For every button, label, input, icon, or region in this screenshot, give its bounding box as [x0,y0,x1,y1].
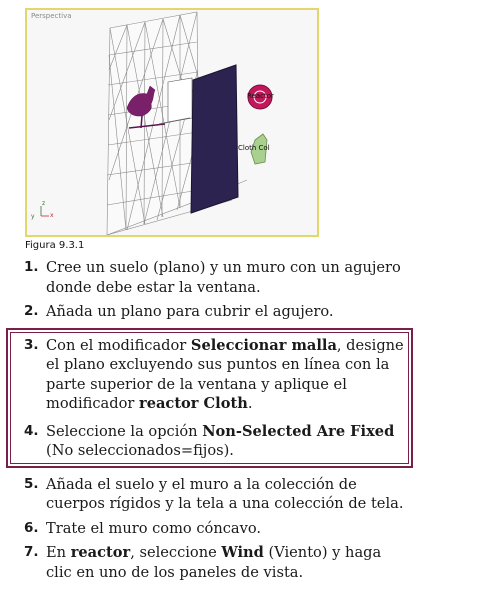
step-3 [24,336,404,414]
axis-y-label: y [31,213,35,220]
step-bold-1: Non-Selected Are Fixed [202,422,395,440]
figure-caption: Figura 9.3.1 [25,240,85,251]
step-text: En [46,544,71,561]
step-number: 1. [24,259,39,275]
step-bold-2: Wind [221,544,264,561]
step-7 [24,543,404,582]
step-text: Cree un suelo (plano) y un muro con un agujero donde debe estar la ventana. [46,259,401,296]
step-6 [24,519,404,539]
step-text-post: . [247,395,253,412]
step-number: 2. [24,303,39,319]
step-4 [24,422,404,461]
viewport-label[interactable]: Perspectiva [31,12,72,20]
step-text: Seleccione la opción [46,422,203,440]
step-2 [24,302,404,322]
step-text-mid: (No seleccionados=fijos). [46,442,234,459]
step-text: Con el modificador [46,336,191,354]
reactor-tag: Reactor [247,92,274,100]
step-5 [24,475,404,514]
step-number: 5. [24,475,39,492]
step-1 [24,258,404,297]
step-bold-1: reactor [70,544,131,561]
step-text: Añada el suelo y el muro a la colección de cuerpos rígidos y la tela a una colección de tela. [46,475,404,512]
steps-list [24,258,404,582]
step-number: 4. [24,422,39,439]
step-text: Añada un plano para cubrir el agujero. [46,303,334,320]
step-text-post: (Viento) y haga clic en uno de los paneles de vista. [46,544,382,581]
step-number: 3. [24,336,39,353]
perspective-viewport[interactable] [25,8,319,237]
axis-x-label: x [50,212,54,219]
step-number: 7. [24,544,39,560]
scene-wireframe [27,10,317,235]
step-number: 6. [24,519,39,536]
cloth-collection-tag: Cloth Col [238,144,270,152]
step-bold-1: Seleccionar malla [190,336,337,354]
step-text-mid: , designe el plano excluyendo sus puntos en línea con la parte superior de la ventana y aplique el modificador [46,336,404,412]
axis-z-label: z [42,200,46,207]
step-text-mid: , seleccione [130,544,222,561]
step-bold-2: reactor Cloth [139,395,248,412]
step-text: Trate el muro como cóncavo. [46,519,262,537]
